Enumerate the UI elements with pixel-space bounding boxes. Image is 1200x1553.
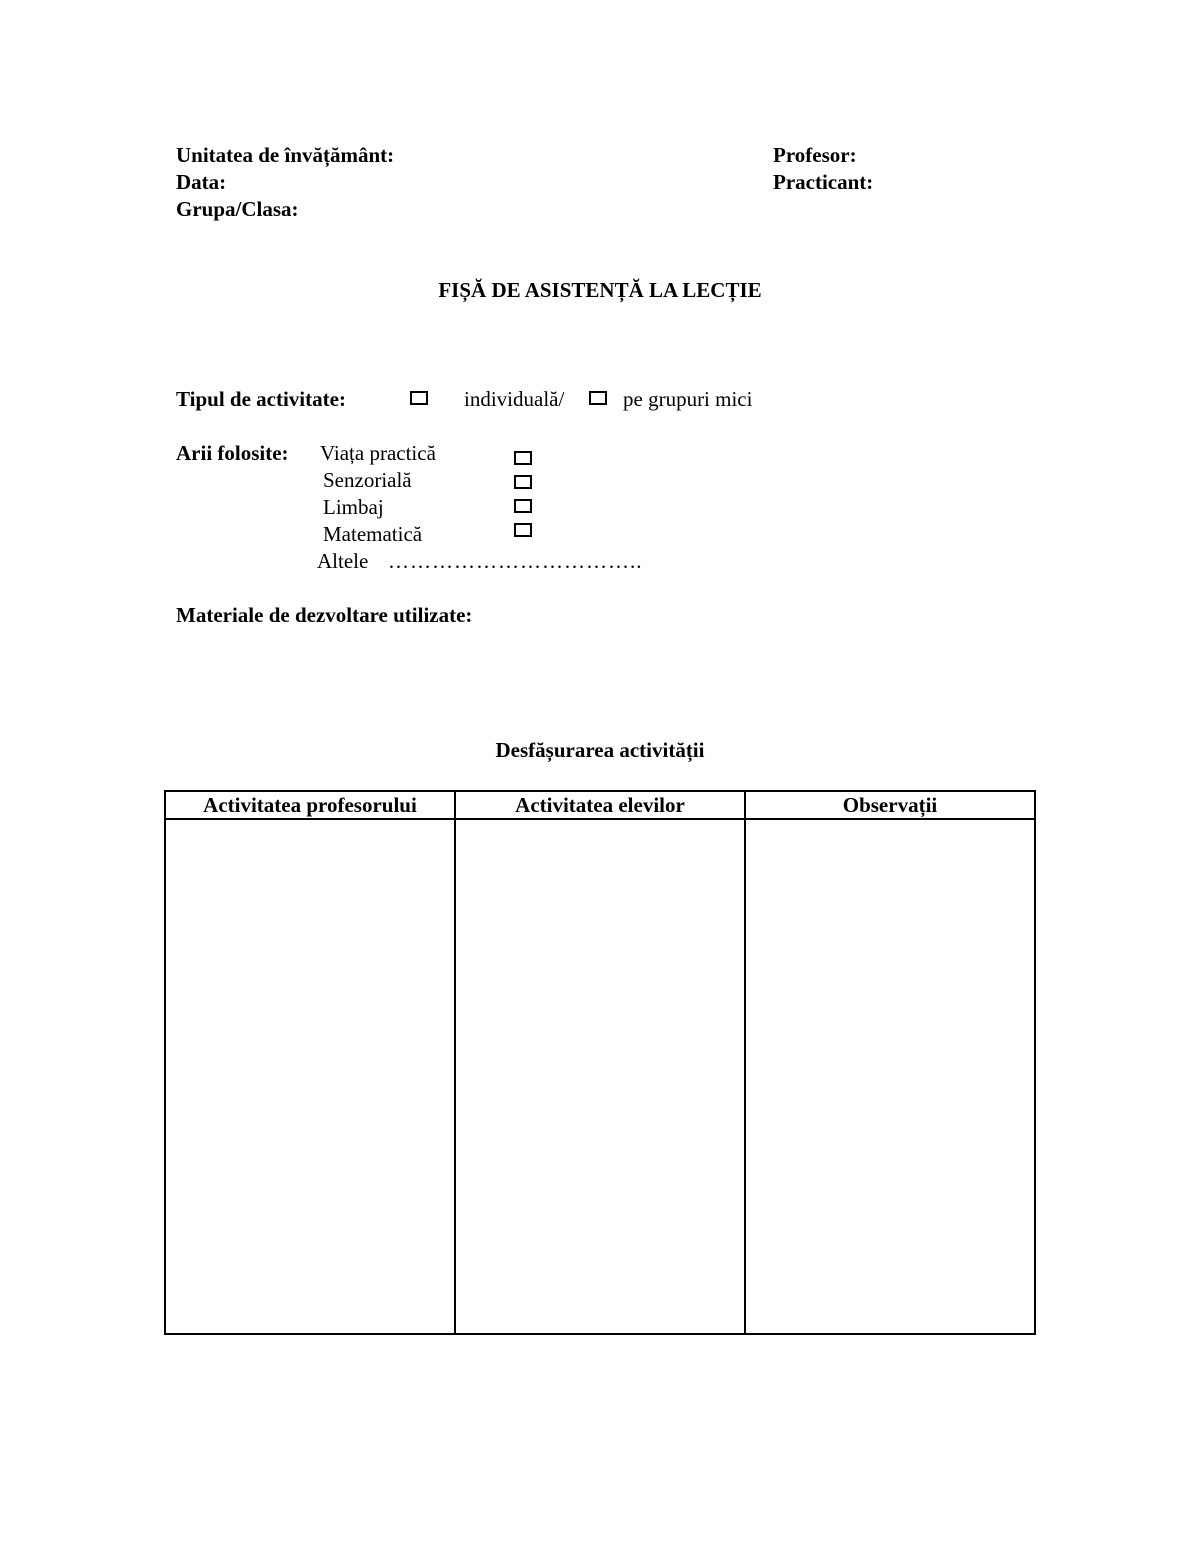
math-checkbox[interactable] <box>514 523 532 537</box>
observations-header: Observații <box>745 791 1035 819</box>
areas-label: Arii folosite: <box>176 441 289 465</box>
observations-cell[interactable] <box>745 819 1035 1334</box>
table-header-row <box>165 791 1035 819</box>
group-class-label: Grupa/Clasa: <box>176 197 299 221</box>
materials-label: Materiale de dezvoltare utilizate: <box>176 603 473 627</box>
area-sensorial: Senzorială <box>323 468 412 492</box>
teacher-label: Profesor: <box>773 143 857 167</box>
language-checkbox[interactable] <box>514 499 532 513</box>
teacher-activity-header: Activitatea profesorului <box>165 791 455 819</box>
small-groups-checkbox[interactable] <box>589 391 607 405</box>
area-practical-life: Viața practică <box>320 441 436 465</box>
page-title: FIȘĂ DE ASISTENȚĂ LA LECȚIE <box>438 278 762 302</box>
teacher-activity-cell[interactable] <box>165 819 455 1334</box>
practical-life-checkbox[interactable] <box>514 451 532 465</box>
sensorial-checkbox[interactable] <box>514 475 532 489</box>
date-label: Data: <box>176 170 227 194</box>
individual-checkbox[interactable] <box>410 391 428 405</box>
area-language: Limbaj <box>323 495 384 519</box>
table-row <box>165 819 1035 1334</box>
trainee-label: Practicant: <box>773 170 874 194</box>
area-math: Matematică <box>323 522 423 546</box>
student-activity-cell[interactable] <box>455 819 745 1334</box>
activity-type-label: Tipul de activitate: <box>176 387 346 411</box>
individual-option-label: individuală/ <box>464 387 565 411</box>
student-activity-header: Activitatea elevilor <box>455 791 745 819</box>
small-groups-option-label: pe grupuri mici <box>623 387 753 411</box>
section-title: Desfășurarea activității <box>495 738 705 762</box>
unit-label: Unitatea de învățământ: <box>176 143 395 167</box>
activity-table <box>164 790 1036 1335</box>
area-other-label: Altele <box>317 549 369 573</box>
area-other-field[interactable]: …………………………….. <box>388 549 643 573</box>
